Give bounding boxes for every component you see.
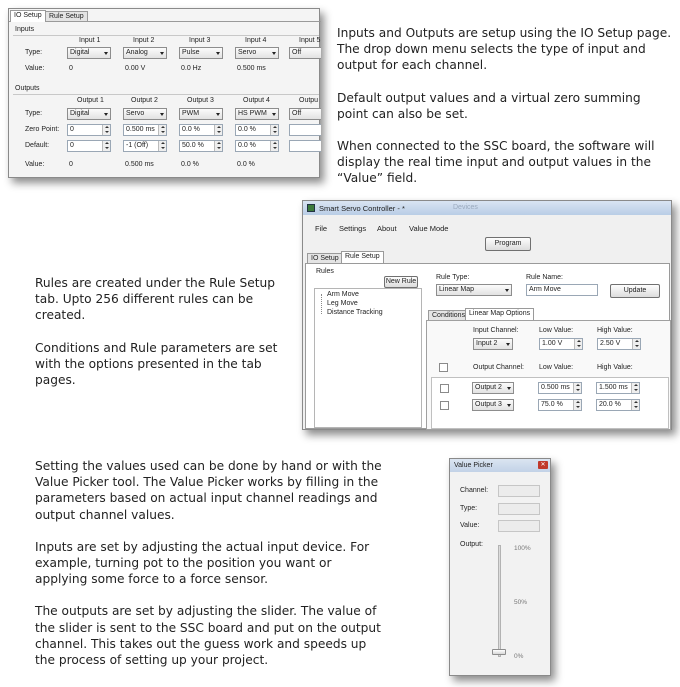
output-value-4: 0.0 % (237, 161, 255, 168)
slider-thumb[interactable] (492, 649, 506, 655)
chevron-down-icon (506, 343, 510, 346)
output-header-5: Outpu (299, 97, 319, 104)
value-picker-titlebar (450, 459, 550, 472)
rule-item-leg-move[interactable]: Leg Move (327, 300, 358, 307)
rule-item-arm-move[interactable]: Arm Move (327, 291, 359, 298)
default-2[interactable]: -1 (Off) (123, 140, 167, 152)
tab-rule-setup[interactable]: Rule Setup (45, 11, 88, 22)
tab-conditions[interactable]: Conditions (428, 310, 469, 321)
tab-rule-setup[interactable]: Rule Setup (341, 251, 384, 263)
output-value-2: 0.500 ms (125, 161, 154, 168)
program-button[interactable]: Program (485, 237, 531, 251)
output-header-2: Output 2 (131, 97, 158, 104)
chevron-down-icon (507, 387, 511, 390)
output-type-1[interactable]: Digital (67, 108, 111, 120)
input-type-3[interactable]: Pulse (179, 47, 223, 59)
picker-paragraph-2: Inputs are set by adjusting the actual input device. For example, turning pot to the position you want or applying some force to a force sensor. (35, 539, 370, 587)
type-label: Type: (460, 505, 478, 512)
input-channel-label: Input Channel: (473, 327, 519, 334)
io-paragraph-3: When connected to the SSC board, the software will display the real time input and output values in the “Value” field. (337, 139, 655, 186)
input-type-label: Type: (25, 49, 43, 56)
tick-100: 100% (514, 545, 531, 552)
tab-io-setup[interactable]: IO Setup (307, 253, 343, 264)
input-header-2: Input 2 (133, 37, 155, 44)
output-high-value-label: High Value: (597, 364, 633, 371)
input-header-3: Input 3 (189, 37, 211, 44)
io-description (337, 25, 673, 203)
zero-point-2[interactable]: 0.500 ms (123, 124, 167, 136)
io-paragraph-2: Default output values and a virtual zero summing point can also be set. (337, 90, 641, 121)
chevron-down-icon (272, 113, 276, 116)
input-header-5: Input 5 (299, 37, 321, 44)
picker-description (35, 458, 385, 684)
chevron-down-icon (216, 52, 220, 55)
input-header-4: Input 4 (245, 37, 267, 44)
rules-label: Rules (316, 268, 334, 275)
app-icon (307, 204, 315, 212)
output-type-5[interactable]: Off (289, 108, 321, 120)
zero-point-label: Zero Point: (25, 126, 60, 133)
input-value-2: 0.00 V (125, 65, 146, 72)
output-type-4[interactable]: HS PWM (235, 108, 279, 120)
input-header-1: Input 1 (79, 37, 101, 44)
channel-field (498, 485, 540, 497)
output-channel-label: Output Channel: (473, 364, 524, 371)
output-value-1: 0 (69, 161, 73, 168)
output-row-1-checkbox[interactable] (440, 384, 449, 393)
close-icon[interactable]: ✕ (538, 461, 548, 469)
input-channel-select[interactable]: Input 2 (473, 338, 513, 350)
picker-paragraph-1: Setting the values used can be done by hand or with the Value Picker tool. The Value Picker works by filling in the parameters based on actual input channel readings and output channel values. (35, 459, 382, 522)
tick-0: 0% (514, 653, 524, 660)
output-rows (431, 377, 669, 429)
input-high-value[interactable]: 2.50 V (597, 338, 641, 350)
input-value-4: 0.500 ms (237, 65, 266, 72)
linear-map-panel (426, 320, 671, 430)
input-type-4[interactable]: Servo (235, 47, 279, 59)
output-value-label: Value: (25, 161, 45, 168)
rule-item-distance-tracking[interactable]: Distance Tracking (327, 309, 383, 316)
output-type-2[interactable]: Servo (123, 108, 167, 120)
output-type-3[interactable]: PWM (179, 108, 223, 120)
chevron-down-icon (507, 404, 511, 407)
default-label: Default: (25, 142, 50, 149)
select-all-checkbox[interactable] (439, 363, 448, 372)
tick-50: 50% (514, 599, 528, 606)
new-rule-button[interactable]: New Rule (384, 276, 418, 288)
output-row-1-high[interactable]: 1.500 ms (596, 382, 640, 394)
zero-point-1[interactable]: 0 (67, 124, 111, 136)
output-header-1: Output 1 (77, 97, 104, 104)
menu-settings[interactable]: Settings (339, 224, 367, 233)
menu-value-mode[interactable]: Value Mode (409, 224, 449, 233)
rule-name-label: Rule Name: (526, 274, 563, 281)
rule-name-input[interactable]: Arm Move (526, 284, 598, 296)
input-type-5[interactable]: Off (289, 47, 321, 59)
update-button[interactable]: Update (610, 284, 660, 298)
output-type-label: Type: (25, 110, 43, 117)
ssc-window (302, 200, 672, 430)
background-word: Devices (453, 204, 478, 211)
rules-description (35, 275, 290, 404)
slider-track (498, 545, 501, 657)
input-type-2[interactable]: Analog (123, 47, 167, 59)
output-low-value-label: Low Value: (539, 364, 574, 371)
window-title: Smart Servo Controller - * (319, 204, 405, 213)
channel-label: Channel: (460, 487, 489, 494)
output-row-2-high[interactable]: 20.0 % (596, 399, 640, 411)
output-row-2-low[interactable]: 75.0 % (538, 399, 582, 411)
chevron-down-icon (104, 113, 108, 116)
output-label: Output: (460, 541, 483, 548)
value-picker-title: Value Picker (454, 462, 493, 469)
value-label: Value: (460, 522, 480, 529)
default-5[interactable] (289, 140, 321, 152)
chevron-down-icon (104, 52, 108, 55)
default-3[interactable]: 50.0 % (179, 140, 223, 152)
chevron-down-icon (505, 289, 509, 292)
rule-type-label: Rule Type: (436, 274, 470, 281)
chevron-down-icon (160, 113, 164, 116)
menu-about[interactable]: About (377, 224, 397, 233)
input-high-value-label: High Value: (597, 327, 633, 334)
rule-setup-panel (305, 263, 670, 429)
zero-point-4[interactable]: 0.0 % (235, 124, 279, 136)
output-header-3: Output 3 (187, 97, 214, 104)
input-low-value[interactable]: 1.00 V (539, 338, 583, 350)
chevron-down-icon (272, 52, 276, 55)
input-value-3: 0.0 Hz (181, 65, 202, 72)
rules-paragraph-1: Rules are created under the Rule Setup tab. Upto 256 different rules can be created. (35, 276, 275, 323)
input-value-label: Value: (25, 65, 45, 72)
zero-point-5[interactable] (289, 124, 321, 136)
rules-tree (314, 288, 422, 428)
chevron-down-icon (216, 113, 220, 116)
output-header-4: Output 4 (243, 97, 270, 104)
input-low-value-label: Low Value: (539, 327, 574, 334)
input-type-1[interactable]: Digital (67, 47, 111, 59)
rules-paragraph-2: Conditions and Rule parameters are set with the options presented in the tab pages. (35, 340, 278, 388)
output-row-2-channel[interactable]: Output 3 (472, 399, 514, 411)
output-slider[interactable] (490, 545, 510, 663)
output-row-1-low[interactable]: 0.500 ms (538, 382, 582, 394)
io-paragraph-1: Inputs and Outputs are setup using the IO Setup page. The drop down menu selects the type of input and output for each channel. (337, 26, 672, 73)
value-field (498, 520, 540, 532)
input-value-1: 0 (69, 65, 73, 72)
output-row-2-checkbox[interactable] (440, 401, 449, 410)
inputs-group-label: Inputs (15, 26, 35, 33)
rule-type-select[interactable]: Linear Map (436, 284, 512, 296)
outputs-group-label: Outputs (15, 85, 40, 92)
type-field (498, 503, 540, 515)
io-setup-window (8, 8, 320, 178)
chevron-down-icon (160, 52, 164, 55)
tab-linear-map-options[interactable]: Linear Map Options (465, 308, 534, 320)
value-picker-window (449, 458, 551, 676)
default-4[interactable]: 0.0 % (235, 140, 279, 152)
picker-paragraph-3: The outputs are set by adjusting the slider. The value of the slider is sent to the SSC board and put on the output channel. This takes out the guess work and speeds up the process of setting up your project. (35, 604, 381, 668)
ssc-titlebar (303, 201, 671, 215)
output-value-3: 0.0 % (181, 161, 199, 168)
zero-point-3[interactable]: 0.0 % (179, 124, 223, 136)
output-row-1-channel[interactable]: Output 2 (472, 382, 514, 394)
menu-file[interactable]: File (315, 224, 328, 233)
tab-io-setup[interactable]: IO Setup (10, 10, 46, 22)
default-1[interactable]: 0 (67, 140, 111, 152)
